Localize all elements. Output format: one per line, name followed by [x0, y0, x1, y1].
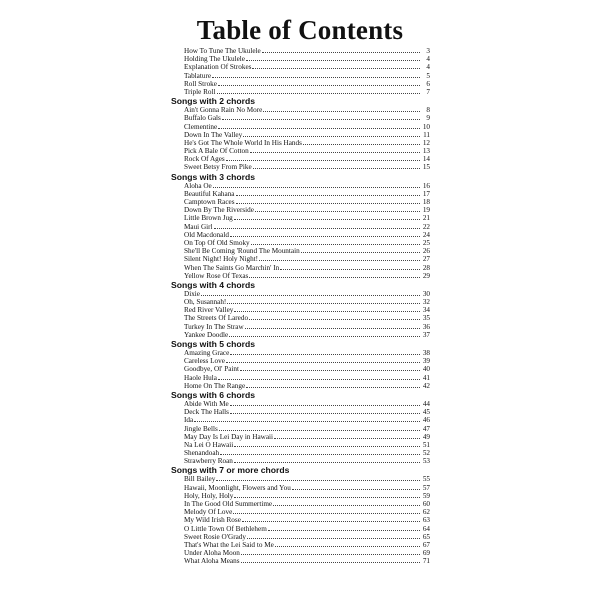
entry-page-number: 21 — [422, 214, 430, 223]
entry-page-number: 60 — [422, 500, 430, 508]
entry-page-number: 49 — [422, 432, 430, 441]
entry-page-number: 37 — [422, 330, 430, 339]
dot-leader — [227, 298, 420, 304]
toc-entry — [171, 365, 430, 373]
entry-title: Careless Love — [184, 357, 225, 366]
entry-page-number: 19 — [422, 206, 430, 215]
entry-page-number: 9 — [426, 114, 430, 123]
entry-page-number: 4 — [426, 55, 430, 64]
entry-page-number: 24 — [422, 230, 430, 239]
entry-title: Holding The Ukulele — [184, 55, 245, 64]
entry-title: In The Good Old Summertime — [184, 500, 273, 508]
dot-leader — [275, 541, 420, 547]
entry-title: Yankee Doodle — [184, 330, 229, 339]
entry-page-number: 11 — [423, 130, 430, 139]
toc-entry — [171, 457, 430, 465]
entry-page-number: 40 — [422, 365, 430, 374]
entry-title: That's What the Lei Said to Me — [184, 540, 274, 549]
toc-entry — [171, 433, 430, 441]
entry-title: Clementine — [184, 122, 218, 131]
entry-title: Silent Night! Holy Night! — [184, 255, 259, 264]
toc-entry — [171, 314, 430, 322]
entry-page-number: 38 — [422, 349, 430, 357]
entry-title: Home On The Range — [184, 381, 246, 390]
dot-leader — [245, 323, 420, 329]
toc-entry — [171, 557, 430, 565]
dot-leader — [216, 475, 420, 481]
entry-page-number: 44 — [422, 399, 430, 408]
dot-leader — [230, 408, 420, 414]
entry-title: Na Lei O Hawaii — [184, 440, 234, 449]
dot-leader — [234, 457, 420, 463]
entry-page-number: 3 — [426, 47, 430, 55]
toc-entry — [171, 72, 430, 80]
entry-title: Buffalo Gals — [184, 114, 221, 123]
entry-title: Dixie — [184, 289, 200, 298]
entry-page-number: 12 — [422, 138, 430, 147]
entry-title: The Streets Of Laredo — [184, 314, 249, 323]
dot-leader — [262, 47, 420, 53]
dot-leader — [274, 433, 420, 439]
dot-leader — [263, 106, 420, 112]
entry-title: Hawaii, Moonlight, Flowers and You — [184, 483, 291, 492]
toc-entry — [171, 349, 430, 357]
toc-entry — [171, 508, 430, 516]
toc-entry — [171, 306, 430, 314]
entry-title: Roll Stroke — [184, 79, 217, 88]
dot-leader — [230, 400, 420, 406]
toc-entry — [171, 88, 430, 96]
dot-leader — [230, 231, 420, 237]
toc-entry — [171, 549, 430, 557]
entry-title: Rock Of Ages — [184, 155, 225, 164]
entry-title: Sweet Rosie O'Grady — [184, 532, 246, 541]
entry-page-number: 35 — [422, 314, 430, 323]
toc-entry — [171, 323, 430, 331]
toc-entry — [171, 55, 430, 63]
entry-page-number: 17 — [422, 189, 430, 198]
dot-leader — [234, 306, 420, 312]
entry-title: Goodbye, Ol' Paint — [184, 365, 239, 374]
toc-entry — [171, 47, 430, 55]
toc-entry — [171, 416, 430, 424]
entry-page-number: 71 — [422, 557, 430, 566]
entry-title: Yellow Rose Of Texas — [184, 271, 249, 280]
entry-title: On Top Of Old Smoky — [184, 238, 250, 247]
entry-page-number: 47 — [422, 424, 430, 433]
toc-entry — [171, 106, 430, 114]
toc-entry — [171, 475, 430, 483]
entry-title: Holy, Holy, Holy — [184, 491, 234, 500]
entry-page-number: 18 — [422, 198, 430, 206]
toc-entry — [171, 272, 430, 280]
dot-leader — [303, 139, 420, 145]
toc-entry — [171, 374, 430, 382]
toc-entry — [171, 198, 430, 206]
entry-title: Melody Of Love — [184, 508, 233, 517]
toc-entry — [171, 516, 430, 524]
dot-leader — [213, 182, 420, 188]
entry-title: Strawberry Roan — [184, 457, 233, 466]
entry-page-number: 69 — [422, 549, 430, 558]
dot-leader — [292, 484, 420, 490]
toc-entry — [171, 239, 430, 247]
entry-page-number: 36 — [422, 322, 430, 331]
entry-title: Down By The Riverside — [184, 206, 254, 215]
dot-leader — [251, 239, 420, 245]
dot-leader — [252, 63, 420, 69]
dot-leader — [243, 131, 420, 137]
dot-leader — [242, 516, 420, 522]
dot-leader — [234, 214, 420, 220]
dot-leader — [218, 80, 420, 86]
dot-leader — [212, 72, 420, 78]
toc-entry — [171, 131, 430, 139]
entry-page-number: 4 — [426, 63, 430, 72]
section-heading: Songs with 4 chords — [171, 279, 256, 290]
dot-leader — [253, 163, 420, 169]
entry-title: She'll Be Coming 'Round The Mountain — [184, 247, 300, 256]
entry-title: Beautiful Kahana — [184, 189, 235, 198]
entry-page-number: 46 — [422, 416, 430, 425]
entry-title: May Day Is Lei Day in Hawaii — [184, 432, 274, 441]
entry-page-number: 57 — [422, 483, 430, 492]
entry-page-number: 42 — [422, 381, 430, 390]
dot-leader — [217, 88, 421, 94]
entry-title: Maui Girl — [184, 222, 213, 231]
toc-entry — [171, 441, 430, 449]
dot-leader — [233, 508, 420, 514]
entry-page-number: 51 — [422, 440, 430, 449]
toc-entry — [171, 525, 430, 533]
toc-entry — [171, 80, 430, 88]
dot-leader — [222, 114, 420, 120]
entry-page-number: 67 — [422, 540, 430, 549]
entry-title: Shenandoah — [184, 449, 220, 458]
entry-page-number: 55 — [422, 475, 430, 484]
dot-leader — [236, 198, 420, 204]
entry-page-number: 41 — [422, 373, 430, 382]
entry-page-number: 13 — [422, 147, 430, 156]
dot-leader — [201, 290, 420, 296]
entry-title: Aloha Oe — [184, 181, 212, 190]
section-heading: Songs with 7 or more chords — [171, 465, 290, 476]
dot-leader — [214, 223, 420, 229]
entry-title: What Aloha Means — [184, 557, 240, 566]
dot-leader — [218, 123, 420, 129]
entry-page-number: 65 — [422, 532, 430, 541]
toc-entry — [171, 114, 430, 122]
toc-entry — [171, 533, 430, 541]
dot-leader — [236, 190, 421, 196]
entry-title: Triple Roll — [184, 87, 216, 96]
entry-title: Sweet Betsy From Pike — [184, 163, 252, 172]
toc-entry — [171, 331, 430, 339]
toc-entry — [171, 190, 430, 198]
entry-page-number: 28 — [422, 263, 430, 272]
entry-page-number: 5 — [426, 71, 430, 80]
toc-entry — [171, 223, 430, 231]
dot-leader — [246, 382, 420, 388]
section-heading: Songs with 6 chords — [171, 389, 256, 400]
dot-leader — [230, 349, 420, 355]
entry-title: Little Brown Jug — [184, 214, 233, 223]
entry-page-number: 62 — [422, 508, 430, 517]
toc-entry — [171, 449, 430, 457]
entry-title: Amazing Grace — [184, 349, 230, 357]
entry-title: My Wild Irish Rose — [184, 516, 241, 525]
entry-title: Abide With Me — [184, 399, 229, 408]
toc-entry — [171, 206, 430, 214]
toc-entry — [171, 214, 430, 222]
entry-page-number: 16 — [422, 181, 430, 190]
dot-leader — [194, 416, 420, 422]
dot-leader — [241, 557, 421, 563]
entry-title: When The Saints Go Marchin' In — [184, 263, 280, 272]
dot-leader — [218, 374, 420, 380]
entry-title: O Little Town Of Bethlehem — [184, 524, 267, 533]
dot-leader — [226, 155, 420, 161]
entry-title: Under Aloha Moon — [184, 549, 240, 558]
dot-leader — [247, 533, 420, 539]
toc-entry — [171, 163, 430, 171]
entry-title: He's Got The Whole World In His Hands — [184, 138, 302, 147]
dot-leader — [240, 365, 420, 371]
dot-leader — [234, 492, 420, 498]
toc-entry — [171, 247, 430, 255]
toc-entry — [171, 492, 430, 500]
entry-page-number: 45 — [422, 408, 430, 417]
dot-leader — [249, 272, 420, 278]
dot-leader — [249, 314, 420, 320]
toc-entry — [171, 382, 430, 390]
page-title: Table of Contents — [196, 15, 404, 45]
entry-title: Old Macdonald — [184, 230, 229, 239]
entry-title: Haole Hula — [184, 373, 217, 382]
entry-page-number: 26 — [422, 247, 430, 256]
entry-page-number: 59 — [422, 491, 430, 500]
entry-title: Camptown Races — [184, 198, 235, 206]
entry-page-number: 53 — [422, 457, 430, 466]
dot-leader — [301, 247, 420, 253]
dot-leader — [273, 500, 420, 506]
entry-page-number: 32 — [422, 298, 430, 307]
entry-title: Deck The Halls — [184, 408, 229, 417]
toc-entry — [171, 484, 430, 492]
toc-entry — [171, 231, 430, 239]
dot-leader — [259, 255, 420, 261]
entry-title: Explanation Of Strokes — [184, 63, 252, 72]
entry-page-number: 52 — [422, 449, 430, 458]
toc-entry — [171, 139, 430, 147]
dot-leader — [255, 206, 420, 212]
dot-leader — [229, 331, 420, 337]
dot-leader — [219, 425, 420, 431]
entry-page-number: 34 — [422, 306, 430, 315]
section-heading: Songs with 3 chords — [171, 171, 256, 182]
entry-title: Turkey In The Straw — [184, 322, 244, 331]
dot-leader — [220, 449, 420, 455]
entry-page-number: 15 — [422, 163, 430, 172]
dot-leader — [280, 264, 420, 270]
section-heading: Songs with 5 chords — [171, 339, 256, 349]
dot-leader — [241, 549, 420, 555]
entry-page-number: 6 — [426, 79, 430, 88]
dot-leader — [234, 441, 420, 447]
entry-title: Oh, Susannah! — [184, 298, 227, 307]
entry-page-number: 22 — [422, 222, 430, 231]
dot-leader — [226, 357, 420, 363]
toc-entry — [171, 182, 430, 190]
entry-page-number: 30 — [422, 289, 430, 298]
entry-title: Jingle Bells — [184, 424, 218, 433]
toc-entry — [171, 408, 430, 416]
dot-leader — [268, 525, 420, 531]
dot-leader — [246, 55, 420, 61]
toc-entry — [171, 298, 430, 306]
entry-page-number: 8 — [426, 106, 430, 115]
entry-page-number: 64 — [422, 524, 430, 533]
dot-leader — [250, 147, 420, 153]
entry-page-number: 7 — [426, 87, 430, 96]
entry-title: Down In The Valley — [184, 130, 243, 139]
entry-page-number: 14 — [422, 155, 430, 164]
entry-page-number: 27 — [422, 255, 430, 264]
toc-list — [171, 47, 430, 566]
entry-title: Ain't Gonna Rain No More — [184, 106, 263, 115]
entry-page-number: 10 — [422, 122, 430, 131]
entry-page-number: 29 — [422, 271, 430, 280]
toc-entry — [171, 357, 430, 365]
section-heading: Songs with 2 chords — [171, 96, 256, 107]
toc-entry — [171, 123, 430, 131]
entry-title: How To Tune The Ukulele — [184, 47, 261, 55]
toc-entry — [171, 63, 430, 71]
toc-entry — [171, 541, 430, 549]
toc-entry — [171, 147, 430, 155]
entry-title: Pick A Bale Of Cotton — [184, 147, 249, 156]
toc-entry — [171, 500, 430, 508]
toc-entry — [171, 255, 430, 263]
toc-entry — [171, 264, 430, 272]
toc-entry — [171, 400, 430, 408]
entry-page-number: 25 — [422, 238, 430, 247]
toc-entry — [171, 290, 430, 298]
toc-entry — [171, 425, 430, 433]
entry-page-number: 39 — [422, 357, 430, 366]
entry-page-number: 63 — [422, 516, 430, 525]
entry-title: Tablature — [184, 71, 212, 80]
toc-entry — [171, 155, 430, 163]
entry-title: Bill Bailey — [184, 475, 216, 484]
entry-title: Ida — [184, 416, 194, 425]
entry-title: Red River Valley — [184, 306, 234, 315]
